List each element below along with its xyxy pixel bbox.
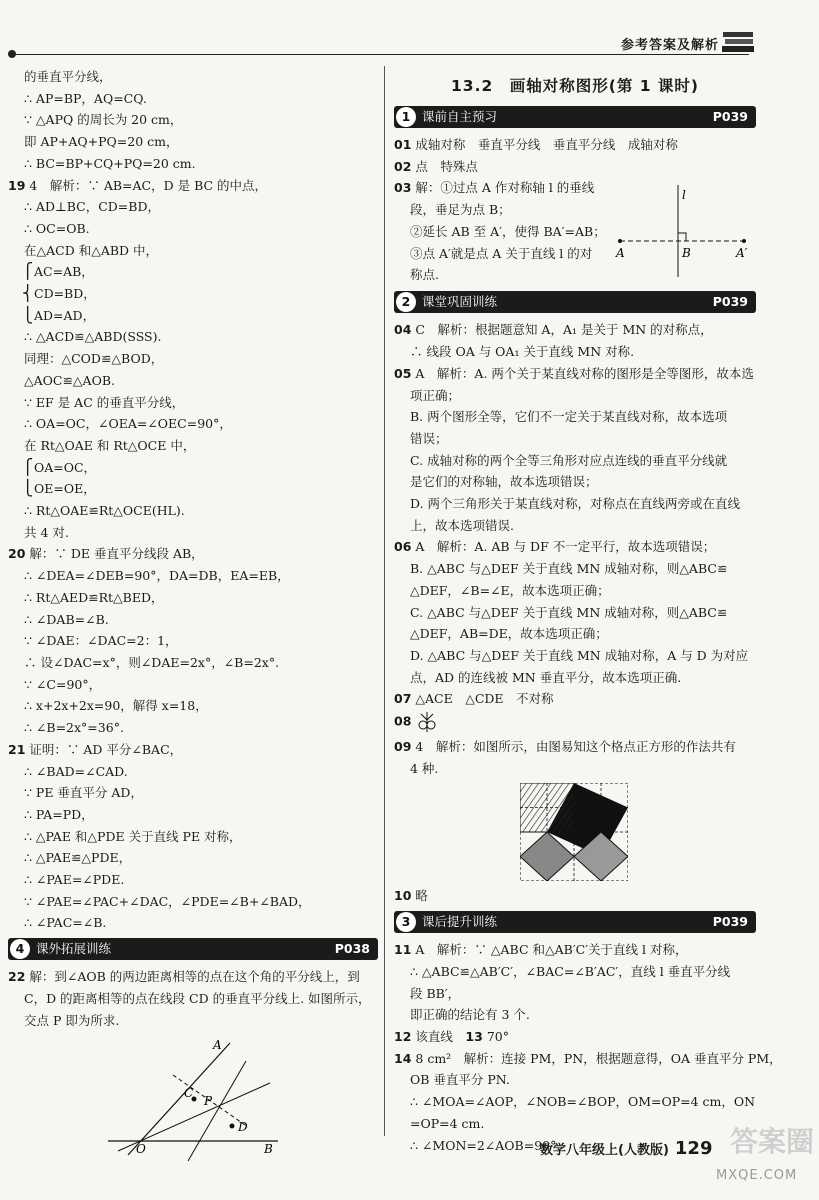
text-line: ∵ ∠C=90°， — [24, 676, 102, 692]
q09-grid-squares-figure — [520, 783, 628, 881]
text-line: ∵ △APQ 的周长为 20 cm， — [24, 112, 183, 128]
text-line: ∴ ∠PAE=∠PDE. — [24, 872, 125, 888]
text-line: D. 两个三角形关于某直线对称，对称点在直线两旁或在直线 — [410, 496, 741, 512]
text-line: C，D 的距离相等的点在线段 CD 的垂直平分线上. 如图所示， — [24, 990, 371, 1006]
books-icon — [721, 28, 757, 56]
label-B: B — [682, 246, 691, 261]
text-line: ⎧ OA=OC， — [8, 457, 378, 479]
q08: 08 — [394, 710, 756, 736]
q04-head: 04 C 解析：根据题意知 A，A₁ 是关于 MN 的对称点， — [394, 322, 713, 338]
text-line: 的垂直平分线， — [24, 69, 112, 84]
text-line: ∴ ∠DAB=∠B. — [24, 611, 109, 627]
text-line: ⎧ AC=AB， — [8, 261, 378, 283]
text-line: ∴ 线段 OA 与 OA₁ 关于直线 MN 对称. — [410, 344, 635, 360]
brace-mark: ⎧ — [22, 457, 34, 476]
text-line: 项正确； — [410, 387, 461, 403]
text-line: B. 两个图形全等，它们不一定关于某直线对称，故本选项 — [410, 409, 728, 425]
header-title: 参考答案及解析 — [620, 38, 719, 53]
text-line: ∴ 设∠DAC=x°，则∠DAE=2x°，∠B=2x°. — [24, 654, 280, 670]
text-line: ∴ △PAE 和△PDE 关于直线 PE 对称， — [24, 828, 242, 844]
q14-head: 14 8 cm² 解析：连接 PM，PN，根据题意得，OA 垂直平分 PM， — [394, 1050, 782, 1066]
q06-head: 06 A 解析：A. AB 与 DF 不一定平行，故本选项错误； — [394, 539, 716, 555]
text-line: B. △ABC 与△DEF 关于直线 MN 成轴对称，则△ABC≌ — [410, 561, 728, 577]
text-line: OB 垂直平分 PN. — [410, 1072, 510, 1088]
left-column — [8, 66, 378, 1171]
text-line: D. △ABC 与△DEF 关于直线 MN 成轴对称，A 与 D 为对应 — [410, 647, 749, 663]
q02: 02 点 特殊点 — [394, 158, 478, 174]
text-line: 共 4 对. — [24, 524, 69, 540]
watermark: MXQE.COM — [716, 1168, 798, 1183]
text-line: ∴ ∠MOA=∠AOP，∠NOB=∠BOP，OM=OP=4 cm，ON — [410, 1094, 756, 1110]
text-line: ∴ AP=BP，AQ=CQ. — [24, 90, 147, 106]
brace-mark: ⎨ — [22, 284, 34, 303]
text-line: ∴ BC=BP+CQ+PQ=20 cm. — [24, 155, 196, 171]
text-line: ∴ ∠MON=2∠AOB=90°. — [410, 1137, 561, 1153]
text-line: ∵ ∠DAE：∠DAC=2：1， — [24, 633, 178, 649]
text-line: ∵ EF 是 AC 的垂直平分线， — [24, 394, 185, 410]
q22-head: 22 解：到∠AOB 的两边距离相等的点在这个角的平分线上，到 — [8, 969, 360, 985]
text-line: ∴ △ABC≌△AB′C′，∠BAC=∠B′AC′，直线 l 垂直平分线 — [410, 963, 731, 979]
text-line: 点，AD 的连线被 MN 垂直平分，故本选项正确. — [410, 669, 682, 685]
section-banner-2: 2 课堂巩固训练 P039 — [394, 291, 756, 313]
column-divider — [384, 66, 385, 1136]
watermark-stamp: 答案圈 — [730, 1125, 815, 1158]
label-B: B — [264, 1142, 273, 1157]
text-line: 错误； — [410, 430, 448, 446]
text-line: ∴ PA=PD， — [24, 806, 94, 822]
text-line: =OP=4 cm. — [410, 1115, 485, 1131]
text-line: 上，故本选项错误. — [410, 517, 514, 533]
text-line: ∴ Rt△AED≌Rt△BED， — [24, 589, 164, 605]
text-line: ∴ x+2x+2x=90，解得 x=18， — [24, 698, 208, 714]
text-line: ③点 A′就是点 A 关于直线 l 的对 — [410, 245, 593, 261]
text-line: 4 种. — [410, 760, 439, 776]
q22-angle-bisector-figure — [8, 1031, 378, 1171]
text-line: ∴ OC=OB. — [24, 220, 90, 236]
text-line: 在△ACD 和△ABD 中， — [24, 242, 159, 258]
text-line: ∵ ∠PAE=∠PAC+∠DAC，∠PDE=∠B+∠BAD， — [24, 893, 311, 909]
text-line: ∴ ∠BAD=∠CAD. — [24, 763, 128, 779]
q03-reflection-figure — [612, 177, 756, 287]
q12-q13: 12 该直线 13 70° — [394, 1028, 509, 1044]
text-line: 同理：△COD≌△BOD， — [24, 351, 164, 367]
q10: 10 略 — [394, 888, 428, 904]
text-line: ②延长 AB 至 A′，使得 BA′=AB； — [410, 223, 606, 239]
text-line: 在 Rt△OAE 和 Rt△OCE 中， — [24, 437, 196, 453]
text-line: 即 AP+AQ+PQ=20 cm， — [24, 134, 179, 150]
text-line: △DEF，∠B=∠E，故本选项正确； — [410, 582, 610, 598]
q11-head: 11 A 解析：∵ △ABC 和△AB′C′关于直线 l 对称， — [394, 942, 688, 958]
text-line: ∴ ∠PAC=∠B. — [24, 915, 107, 931]
text-line: 段 BB′， — [410, 985, 461, 1001]
section-title: 13.2 画轴对称图形(第 1 课时) — [451, 77, 699, 95]
header-rule — [8, 54, 749, 55]
q21-head: 21 证明：∵ AD 平分∠BAC， — [8, 741, 183, 757]
text-line: C. △ABC 与△DEF 关于直线 MN 成轴对称，则△ABC≌ — [410, 604, 728, 620]
q09-head: 09 4 解析：如图所示，由图易知这个格点正方形的作法共有 — [394, 739, 736, 755]
section-banner-3: 3 课后提升训练 P039 — [394, 911, 756, 933]
label-l: l — [682, 188, 686, 203]
label-P: P — [204, 1094, 213, 1109]
text-line: 称点. — [410, 267, 439, 283]
text-line: △AOC≌△AOB. — [24, 372, 115, 388]
text-line: ∴ OA=OC，∠OEA=∠OEC=90°， — [24, 416, 232, 432]
label-D: D — [238, 1120, 248, 1135]
text-line: ∴ △ACD≌△ABD(SSS). — [24, 329, 162, 345]
symmetric-figure-icon — [415, 710, 439, 734]
label-A: A — [616, 246, 625, 261]
q01: 01 成轴对称 垂直平分线 垂直平分线 成轴对称 — [394, 137, 678, 152]
label-O: O — [136, 1142, 146, 1157]
text-line: ∴ ∠B=2x°=36°. — [24, 720, 124, 736]
q19-head: 19 4 解析：∵ AB=AC，D 是 BC 的中点， — [8, 177, 268, 193]
q03-head: 03 解：①过点 A 作对称轴 l 的垂线 — [394, 180, 595, 196]
text-line: 段，垂足为点 B； — [410, 202, 511, 218]
label-A: A — [213, 1038, 222, 1053]
page-header — [0, 0, 819, 66]
text-line: C. 成轴对称的两个全等三角形对应点连线的垂直平分线就 — [410, 452, 728, 468]
label-C: C — [184, 1086, 194, 1101]
page-number: 129 — [674, 1138, 713, 1159]
q20-head: 20 解：∵ DE 垂直平分线段 AB， — [8, 546, 204, 562]
text-line: △DEF，AB=DE，故本选项正确； — [410, 626, 608, 642]
text-line: ⎩ AD=AD， — [8, 305, 378, 327]
page-footer — [540, 1138, 712, 1159]
text-line: ∴ AD⊥BC，CD=BD， — [24, 199, 160, 215]
q03-block — [394, 177, 756, 287]
brace-mark: ⎩ — [22, 479, 34, 498]
section-banner-1: 1 课前自主预习 P039 — [394, 106, 756, 128]
text-line: ∴ △PAE≌△PDE， — [24, 850, 132, 866]
text-line: ∴ Rt△OAE≌Rt△OCE(HL). — [24, 503, 185, 519]
text-line: 是它们的对称轴，故本选项错误； — [410, 474, 598, 490]
text-line: 即正确的结论有 3 个. — [410, 1007, 530, 1023]
text-line: ⎨ CD=BD， — [8, 283, 378, 305]
brace-mark: ⎧ — [22, 262, 34, 281]
q07: 07 △ACE △CDE 不对称 — [394, 691, 554, 707]
text-line: ∵ PE 垂直平分 AD， — [24, 785, 143, 801]
section-banner-4: 4 课外拓展训练 P038 — [8, 938, 378, 960]
brace-mark: ⎩ — [22, 305, 34, 324]
text-line: 交点 P 即为所求. — [24, 1012, 120, 1028]
text-line: ⎩ OE=OE， — [8, 478, 378, 500]
text-line: ∴ ∠DEA=∠DEB=90°，DA=DB，EA=EB， — [24, 568, 290, 584]
q05-head: 05 A 解析：A. 两个关于某直线对称的图形是全等图形，故本选 — [394, 365, 754, 381]
footer-book: 数学八年级上(人教版) — [540, 1143, 669, 1158]
label-A-prime: A′ — [736, 246, 748, 261]
